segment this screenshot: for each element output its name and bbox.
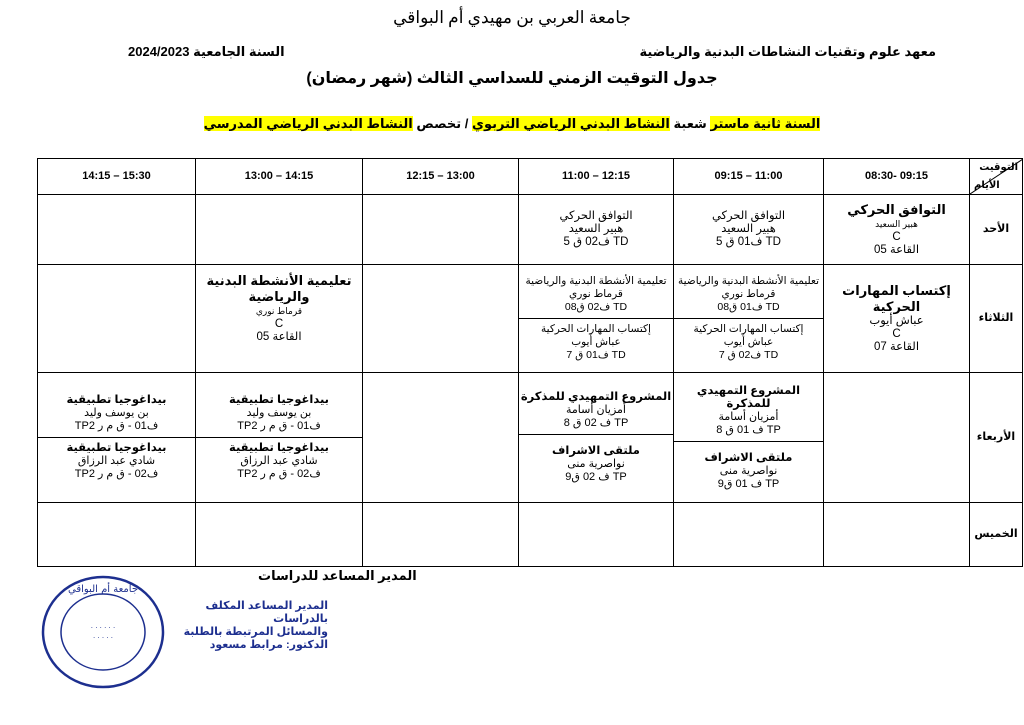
time-slot-3: 12:15 – 11:00	[519, 159, 674, 195]
session-teacher: عباش أيوب	[571, 336, 621, 348]
session-detail: TD ف02 ق 5	[563, 236, 629, 248]
timetable	[37, 158, 1023, 567]
session-detail: TP ف 02 ق 8	[563, 417, 629, 429]
session-detail: TD ف01 ق 5	[716, 236, 781, 248]
session-divider	[519, 318, 673, 362]
session-divider	[674, 318, 823, 362]
time-slot-5: 14:15 – 13:00	[196, 159, 363, 195]
session-teacher: أمزيان أسامة	[566, 404, 626, 416]
signature-line: الدكتور: مرابط مسعود	[209, 639, 328, 651]
session-room: القاعة 05	[256, 331, 302, 343]
session-title: ملتقى الاشراف	[552, 445, 640, 457]
header-corner	[970, 159, 1023, 195]
session-detail: ف02 - ق م ر TP2	[74, 468, 159, 480]
session-type: C	[892, 231, 901, 243]
session-tue-1	[824, 265, 970, 373]
session-teacher: هبير السعيد	[875, 219, 918, 229]
specialty-line	[0, 116, 1024, 132]
deputy-director-label: المدير المساعد للدراسات	[258, 568, 417, 583]
signature-line: والمسائل المرتبطة بالطلبة	[183, 626, 328, 638]
empty-cell	[196, 195, 363, 265]
university-name: جامعة العربي بن مهيدي أم البواقي	[393, 8, 631, 27]
spec-branch: النشاط البدني الرياضي التربوي	[472, 116, 670, 131]
day-row-thursday	[38, 503, 1023, 567]
session-teacher: نواصرية منى	[719, 464, 778, 477]
empty-cell	[196, 503, 363, 567]
corner-days-label: الأيام	[974, 180, 1000, 191]
empty-cell	[824, 373, 970, 503]
session-wed-6	[38, 373, 196, 503]
empty-cell	[363, 195, 519, 265]
session-wed-2	[674, 373, 824, 503]
time-slot-6: 15:30 – 14:15	[38, 159, 196, 195]
session-room: القاعة 07	[873, 341, 920, 353]
official-stamp	[38, 572, 168, 692]
session-teacher: شادي عبد الرزاق	[240, 455, 318, 467]
session-detail: TD ف01 ق08	[717, 301, 780, 313]
spec-major-label: تخصص	[416, 116, 462, 131]
session-teacher: هبير السعيد	[568, 223, 624, 235]
day-row-tuesday	[38, 265, 1023, 373]
session-detail: TD ف02 ق 7	[718, 349, 779, 361]
time-slot-2: 11:00 – 09:15	[674, 159, 824, 195]
institute-name: معهد علوم وتقنيات النشاطات البدنية والرياضية	[639, 44, 936, 59]
day-sunday: الأحد	[970, 195, 1023, 265]
session-teacher: بن يوسف وليد	[246, 407, 312, 419]
session-detail: TP ف 01 ق9	[717, 477, 780, 490]
session-divider	[519, 434, 673, 484]
session-detail: TD ف01 ق 7	[566, 349, 626, 361]
stamp-text: جامعة أم البواقي	[68, 584, 138, 595]
session-detail: ف01 - ق م ر TP2	[74, 420, 159, 432]
session-teacher: نواصرية منى	[567, 458, 625, 470]
session-title: تعليمية الأنشطة البدنية والرياضية	[677, 275, 820, 287]
session-detail: TP ف 02 ق9	[565, 471, 627, 483]
signature-line: المدير المساعد المكلف بالدراسات	[205, 600, 328, 625]
signature-block	[168, 600, 328, 652]
session-title: إكتساب المهارات الحركية	[842, 283, 951, 314]
session-teacher: قرماط نوري	[255, 306, 303, 316]
day-row-sunday	[38, 195, 1023, 265]
empty-cell	[519, 503, 674, 567]
session-teacher: شادي عبد الرزاق	[77, 455, 156, 467]
session-title: تعليمية الأنشطة البدنية والرياضية	[525, 275, 667, 287]
empty-cell	[363, 373, 519, 503]
session-teacher: قرماط نوري	[569, 288, 623, 300]
svg-text:· · · · · ·: · · · · · ·	[90, 624, 116, 632]
session-title: بيداغوجيا تطبيقية	[228, 394, 329, 406]
session-title: المشروع التمهيدي للمذكرة	[696, 384, 801, 410]
spec-branch-label: شعبة	[673, 116, 707, 131]
session-sun-3	[519, 195, 674, 265]
time-slot-1: 09:15 -08:30	[824, 159, 970, 195]
session-title: بيداغوجيا تطبيقية	[66, 394, 167, 406]
session-divider	[196, 437, 362, 481]
timetable-title: جدول التوقيت الزمني للسداسي الثالث (شهر رمضان)	[306, 70, 718, 87]
session-room: القاعة 05	[873, 244, 920, 256]
session-type: C	[274, 318, 284, 330]
session-type: C	[892, 328, 901, 340]
session-title: التوافق الحركي	[847, 202, 946, 217]
session-title: بيداغوجيا تطبيقية	[66, 442, 167, 454]
session-title: التوافق الحركي	[711, 210, 786, 222]
empty-cell	[363, 265, 519, 373]
session-title: إكتساب المهارات الحركية	[541, 323, 651, 335]
empty-cell	[824, 503, 970, 567]
session-tue-2	[674, 265, 824, 373]
academic-year: السنة الجامعية 2024/2023	[128, 44, 285, 59]
session-sun-2	[674, 195, 824, 265]
spec-major: النشاط البدني الرياضي المدرسي	[203, 116, 413, 131]
day-wednesday: الأربعاء	[970, 373, 1023, 503]
session-title: التوافق الحركي	[559, 210, 633, 222]
session-detail: TP ف 01 ق 8	[716, 423, 781, 436]
session-tue-3	[519, 265, 674, 373]
session-title: المشروع التمهيدي للمذكرة	[520, 391, 672, 403]
session-wed-3	[519, 373, 674, 503]
empty-cell	[38, 503, 196, 567]
svg-text:· · · · ·: · · · · ·	[92, 634, 114, 642]
time-slot-4: 13:00 – 12:15	[363, 159, 519, 195]
time-header-row	[38, 159, 1023, 195]
corner-time-label: التوقيت	[979, 162, 1018, 173]
session-teacher: قرماط نوري	[721, 288, 776, 300]
session-detail: ف01 - ق م ر TP2	[237, 420, 321, 432]
empty-cell	[38, 265, 196, 373]
session-teacher: بن يوسف وليد	[84, 407, 149, 419]
session-wed-5	[196, 373, 363, 503]
empty-cell	[38, 195, 196, 265]
session-title: إكتساب المهارات الحركية	[693, 323, 804, 335]
day-tuesday: الثلاثاء	[970, 265, 1023, 373]
session-teacher: أمزيان أسامة	[718, 410, 779, 423]
session-teacher: عباش أيوب	[869, 315, 924, 327]
session-divider	[674, 441, 823, 491]
session-title: ملتقى الاشراف	[704, 451, 793, 464]
spec-separator: /	[461, 116, 473, 131]
session-tue-5	[196, 265, 363, 373]
empty-cell	[674, 503, 824, 567]
session-detail: TD ف02 ق08	[564, 301, 628, 313]
empty-cell	[363, 503, 519, 567]
session-teacher: عباش أيوب	[723, 336, 774, 348]
session-detail: ف02 - ق م ر TP2	[237, 468, 321, 480]
session-sun-1	[824, 195, 970, 265]
session-teacher: هبير السعيد	[721, 223, 776, 235]
spec-level: السنة ثانية ماستر	[710, 116, 821, 131]
session-title: بيداغوجيا تطبيقية	[228, 442, 329, 454]
session-divider	[38, 437, 195, 481]
day-row-wednesday	[38, 373, 1023, 503]
day-thursday: الخميس	[970, 503, 1023, 567]
session-title: تعليمية الأنشطة البدنية والرياضية	[206, 273, 352, 304]
